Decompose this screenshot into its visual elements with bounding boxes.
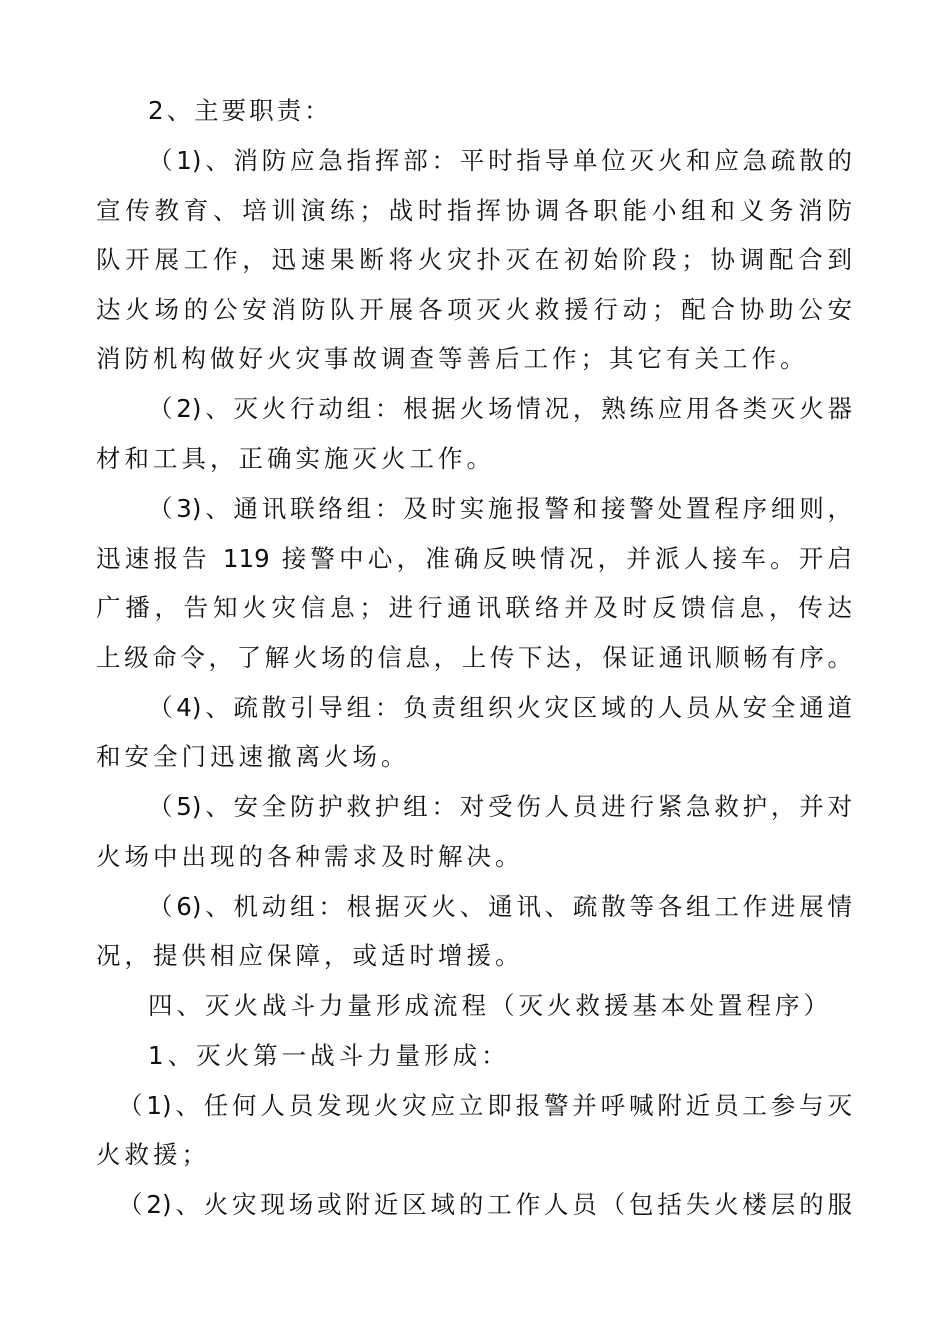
- paragraph-line: （1)、消防应急指挥部：平时指导单位灭火和应急疏散的: [148, 146, 852, 175]
- paragraph-line: （1)、任何人员发现火灾应立即报警并呼喊附近员工参与灭: [118, 1091, 852, 1120]
- paragraph-line: 和安全门迅速撤离火场。: [96, 742, 410, 771]
- paragraph-line: （5)、安全防护救护组：对受伤人员进行紧急救护，并对: [148, 792, 852, 821]
- paragraph-line: 上级命令，了解火场的信息，上传下达，保证通讯顺畅有序。: [96, 643, 852, 672]
- paragraph-line: （2)、火灾现场或附近区域的工作人员（包括失火楼层的服: [118, 1190, 852, 1219]
- paragraph-line: （2)、灭火行动组：根据火场情况，熟练应用各类灭火器: [148, 394, 852, 423]
- paragraph-line: （4)、疏散引导组：负责组织火灾区域的人员从安全通道: [148, 693, 852, 722]
- paragraph-line: 广播，告知火灾信息；进行通讯联络并及时反馈信息，传达: [96, 593, 852, 622]
- paragraph-line: 迅速报告 119 接警中心，准确反映情况，并派人接车。开启: [96, 544, 852, 573]
- paragraph-line: （3)、通讯联络组：及时实施报警和接警处置程序细则，: [148, 494, 852, 523]
- paragraph-line: 队开展工作，迅速果断将火灾扑灭在初始阶段；协调配合到: [96, 245, 852, 274]
- paragraph-line: 况，提供相应保障，或适时增援。: [96, 941, 524, 970]
- paragraph-line: 火救援；: [96, 1140, 210, 1169]
- section-heading: 四、灭火战斗力量形成流程（灭火救援基本处置程序）: [148, 991, 832, 1020]
- paragraph-line: 材和工具，正确实施灭火工作。: [96, 444, 495, 473]
- paragraph-line: （6)、机动组：根据灭火、通讯、疏散等各组工作进展情: [148, 892, 852, 921]
- heading-main-duties: 2、主要职责：: [148, 96, 332, 125]
- paragraph-line: 火场中出现的各种需求及时解决。: [96, 842, 524, 871]
- paragraph-line: 达火场的公安消防队开展各项灭火救援行动；配合协助公安: [96, 295, 852, 324]
- paragraph-line: 消防机构做好火灾事故调查等善后工作；其它有关工作。: [96, 344, 809, 373]
- subsection-heading: 1、灭火第一战斗力量形成：: [148, 1041, 510, 1070]
- paragraph-line: 宣传教育、培训演练；战时指挥协调各职能小组和义务消防: [96, 196, 852, 225]
